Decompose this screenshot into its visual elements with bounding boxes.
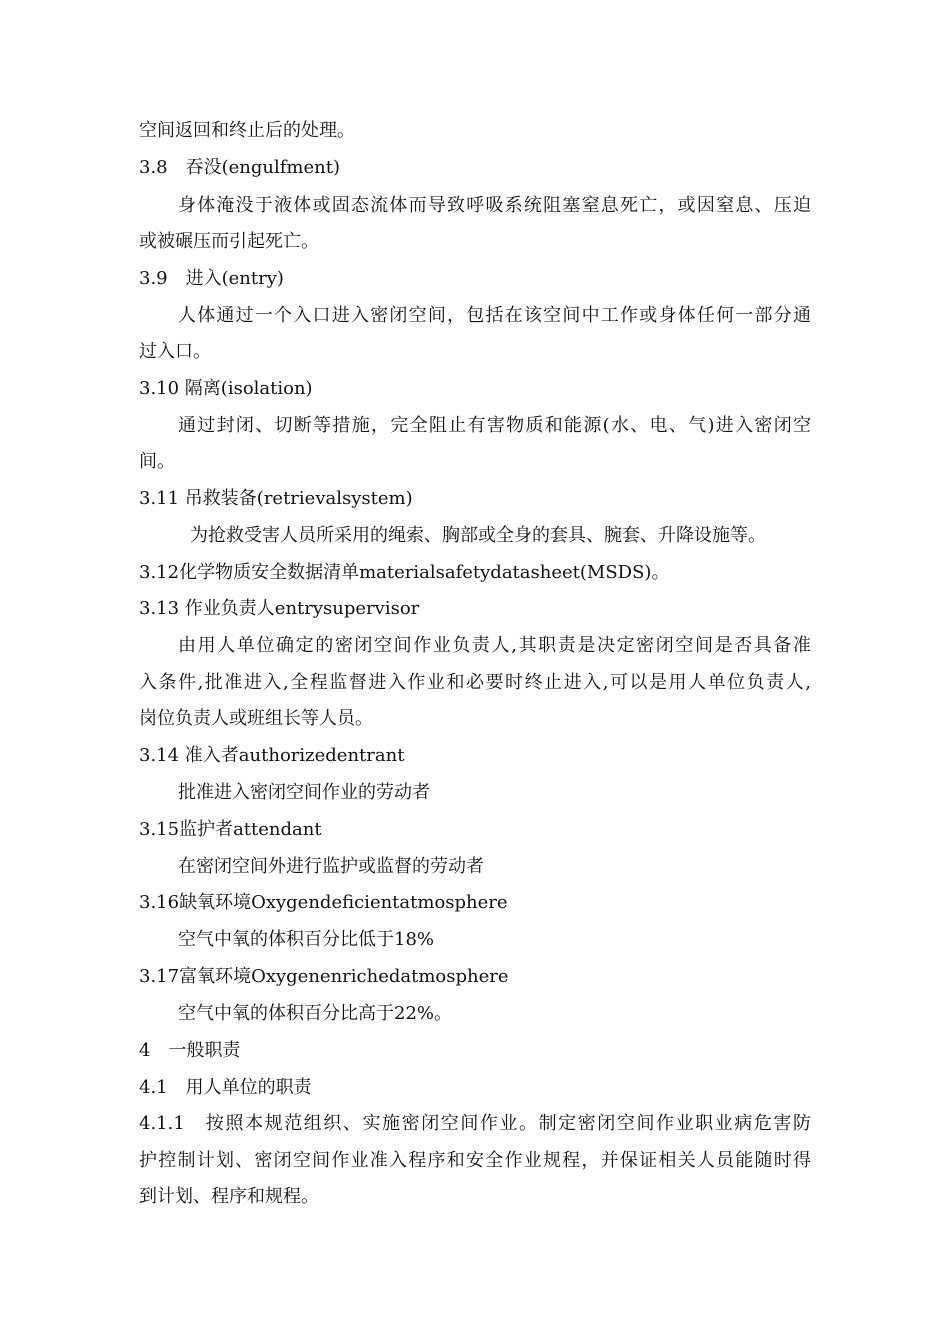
paragraph-line: 入条件,批准进入,全程监督进入作业和必要时终止进入,可以是用人单位负责人, <box>139 672 811 693</box>
paragraph-line: 空气中氧的体积百分比低于18% <box>178 929 435 950</box>
paragraph-line: 为抢救受害人员所采用的绳索、胸部或全身的套具、腕套、升降设施等。 <box>190 525 766 546</box>
text-line: 空间返回和终止后的处理。 <box>139 120 355 141</box>
paragraph-line: 由用人单位确定的密闭空间作业负责人,其职责是决定密闭空间是否具备准 <box>178 635 811 656</box>
paragraph-line: 人体通过一个入口进入密闭空间，包括在该空间中工作或身体任何一部分通 <box>178 305 811 326</box>
section-heading-3-10: 3.10 隔离(isolation) <box>139 378 313 399</box>
section-heading-3-11: 3.11 吊救装备(retrievalsystem) <box>139 488 413 509</box>
paragraph-line: 4.1.1 按照本规范组织、实施密闭空间作业。制定密闭空间作业职业病危害防 <box>139 1113 811 1134</box>
section-heading-3-12: 3.12化学物质安全数据清单materialsafetydatasheet(MSDS)。 <box>139 562 670 583</box>
paragraph-line: 护控制计划、密闭空间作业准入程序和安全作业规程，并保证相关人员能随时得 <box>139 1150 811 1171</box>
section-heading-3-9: 3.9 进入(entry) <box>139 268 284 289</box>
paragraph-line: 或被碾压而引起死亡。 <box>139 231 319 252</box>
section-heading-3-15: 3.15监护者attendant <box>139 819 322 840</box>
paragraph-line: 身体淹没于液体或固态流体而导致呼吸系统阻塞窒息死亡，或因窒息、压迫 <box>178 195 811 216</box>
paragraph-line: 到计划、程序和规程。 <box>139 1186 319 1207</box>
paragraph-line: 岗位负责人或班组长等人员。 <box>139 708 373 729</box>
section-heading-3-16: 3.16缺氧环境Oxygendeficientatmosphere <box>139 892 508 913</box>
paragraph-line: 通过封闭、切断等措施，完全阻止有害物质和能源(水、电、气)进入密闭空 <box>178 415 811 436</box>
paragraph-line: 空气中氧的体积百分比高于22%。 <box>178 1003 453 1024</box>
section-heading-3-13: 3.13 作业负责人entrysupervisor <box>139 598 420 619</box>
section-heading-3-8: 3.8 吞没(engulfment) <box>139 157 340 178</box>
section-heading-3-17: 3.17富氧环境Oxygenenrichedatmosphere <box>139 966 509 987</box>
paragraph-line: 批准进入密闭空间作业的劳动者 <box>178 782 430 803</box>
section-heading-4-1: 4.1 用人单位的职责 <box>139 1077 312 1098</box>
paragraph-line: 过入口。 <box>139 341 211 362</box>
paragraph-line: 间。 <box>139 451 175 472</box>
section-heading-3-14: 3.14 准入者authorizedentrant <box>139 745 405 766</box>
paragraph-line: 在密闭空间外进行监护或监督的劳动者 <box>178 856 484 877</box>
section-heading-4: 4 一般职责 <box>139 1040 241 1061</box>
